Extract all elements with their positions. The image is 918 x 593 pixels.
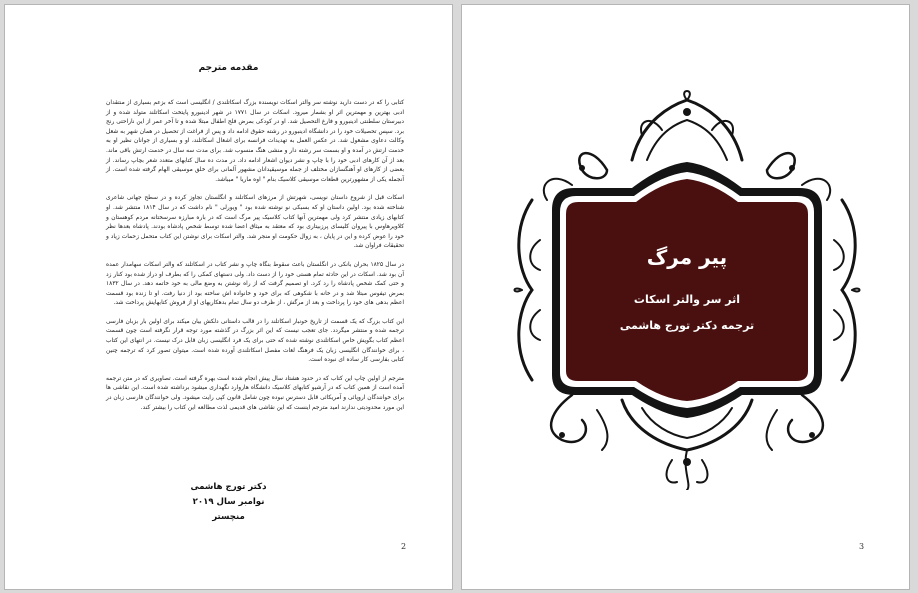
preface-paragraph: مترجم از اولین چاپ این کتاب که در حدود هشتاد سال پیش انجام شده است بهره گرفته است. تصاویری که در متن ترجمه آمده است از همین کتاب که در آرشیو کتابهای کلاسیک دانشگاه هاروارد نگهداری میشود برداشته شده است. این نقاشی ها برای خوانندگان اروپائی و آمریکائی قابل دسترس نبوده چون شامل قانون کپی رایت میشود. ولی خوانندگان فارسی زبان در این مورد محدودیتی ندارند امید مترجم اینست که این نقاشی های قدیمی لذت مطالعه این کتاب را بیشتر کند.	[106, 375, 404, 411]
ornamental-frame	[512, 90, 862, 490]
preface-body	[106, 99, 404, 422]
signature-name: دکتر تورج هاشمی	[190, 482, 267, 492]
preface-paragraph: این کتاب بزرگ که یک قسمت از تاریخ خونبار اسکاتلند را در قالب داستانی دلکش بیان میکند برای اولین بار بزبان فارسی ترجمه شده و منتشر میگردد. جای تعجب نیست که این اثر بزرگ در گذشته مورد توجه قرار نگرفته است چون قسمت اعظم کتاب بگویش خاص اسکاتلندی نوشته شده که حتی برای یک فرد انگلیسی زبان قابل درک نیست. در انتهای این کتاب ، برای خوانندگان انگلیسی زبان یک فرهنگ لغات مفصل اسکاتلندی آورده شده است. میتوان تصور کرد که ترجمه چنین کتابی بفارسی کار ساده ای نبوده است.	[106, 318, 404, 364]
page-number: 3	[859, 542, 865, 551]
cover-author: اثر سر والتر اسکات	[633, 293, 741, 306]
signature-block	[5, 480, 452, 525]
cover-translator: ترجمه دکتر تورج هاشمی	[619, 319, 755, 332]
page-number: 2	[401, 542, 407, 551]
preface-paragraph: اسکات قبل از شروع داستان نویسی، شهرتش از مرزهای اسکاتلند و انگلستان تجاوز کرده و در سطح جهانی شاعری شناخته شده بود. اولین داستان او که بسبکی نو نوشته شده بود " ویورلی " نام داشت که در سال ۱۸۱۴ منتشر شد. او کتابهای زیادی منتشر کرد ولی مهمترین آنها کتاب کلاسیک پیر مرگ است که در باره مبارزه سرسختانه مردم کوهستان و کلاویرهاوس با پیروان کلیسای پرزبیتاری بود که معتقد به میثاق اعضا شده توسط شخص پادشاه بودند. پادشاه بعدها نظر خود را عوض کرده و این در پایان ، به زوال حکومت او منجر شد. والتر اسکات برای نوشتن این کتاب متحمل زحمات زیاد و تحقیقات فراوان شد.	[106, 195, 405, 250]
cover-title: پیر مرگ	[646, 245, 728, 269]
translator-preface-heading: مقدمه مترجم	[198, 63, 259, 73]
preface-paragraph: کتابی را که در دست دارید نوشته سر والتر اسکات نویسنده بزرگ اسکاتلندی / انگلیسی است که بزعم بسیاری از منتقدان ادبی بهترین و مهمترین اثر او بشمار میرود. اسکات در سال ۱۷۷۱ در شهر ادینبورو پایتخت اسکاتلند متولد شده و از دبیرستان سلطنتی ادینبورو و فارغ التحصیل شد. او در کودکی بمرض فلج اطفال مبتلا شده و تا آخر عمر از این ناراحتی رنج برد. سپس تحصیلات خود را در دانشگاه ادینبورو در رشته حقوق ادامه داد و پس از فراغت از تحصیل در همان شهر به شغل وکالت دعاوی مشغول شد. در عکس العمل به تهدیدات فرانسه برای اشغال اسکاتلند، او و بسیاری از جوانان نظیر او به خدمت ارتش در آمده و او بسمت سر رشته دار و منشی هنگ منسوب شد. برای مدت سه سال در خدمت ارتش باقی ماند. بعد از آن کارهای ادبی خود را با چاپ و نشر دیوان اشعار ادامه داد. در مدت ده سال کتابهای متعدد شعر بچاپ رساند. از بعضی از کارهای او آهنگسازان مختلف از جمله موسیقیدانان مشهور آلمانی برای خلق موسیقی الهام گرفته شده است. از آنجمله یکی از مشهورترین قطعات موسیقی کلاسیک بنام " اوه ماریا " میباشد.	[106, 100, 404, 183]
preface-paragraph: در سال ۱۸۲۵ بحران بانکی در انگلستان باعث سقوط بنگاه چاپ و نشر کتاب در اسکاتلند که والتر اسکات سهامدار عمده آن بود شد. اسکات در این حادثه تمام هستی خود را از دست داد. ولی دستهای کمکی را که بطرف او دراز شده بود کنار زد و حتی کمک شخص پادشاه را رد کرد. او تصمیم گرفت که از راه نوشتن به وضع مالی به خود خاتمه دهد. در سال ۱۸۳۲ بمرض تیفوس مبتلا شد و در خانه با شکوهی که برای خود و خانواده اش ساخته بود از دنیا رفت. او تا زنده بود قسمت اعظم بدهی های خود را پرداخت و بعد از مرگش ، از ظرف دو سال تمام بدهکاریهای او از فروش کتابهایش پرداخت شد.	[106, 261, 404, 307]
signature-place: منچستر	[212, 512, 245, 522]
left-page	[4, 4, 453, 590]
signature-date: نوامبر سال ۲۰۱۹	[192, 497, 265, 507]
right-page	[461, 4, 910, 590]
cover-plaque	[566, 179, 808, 401]
